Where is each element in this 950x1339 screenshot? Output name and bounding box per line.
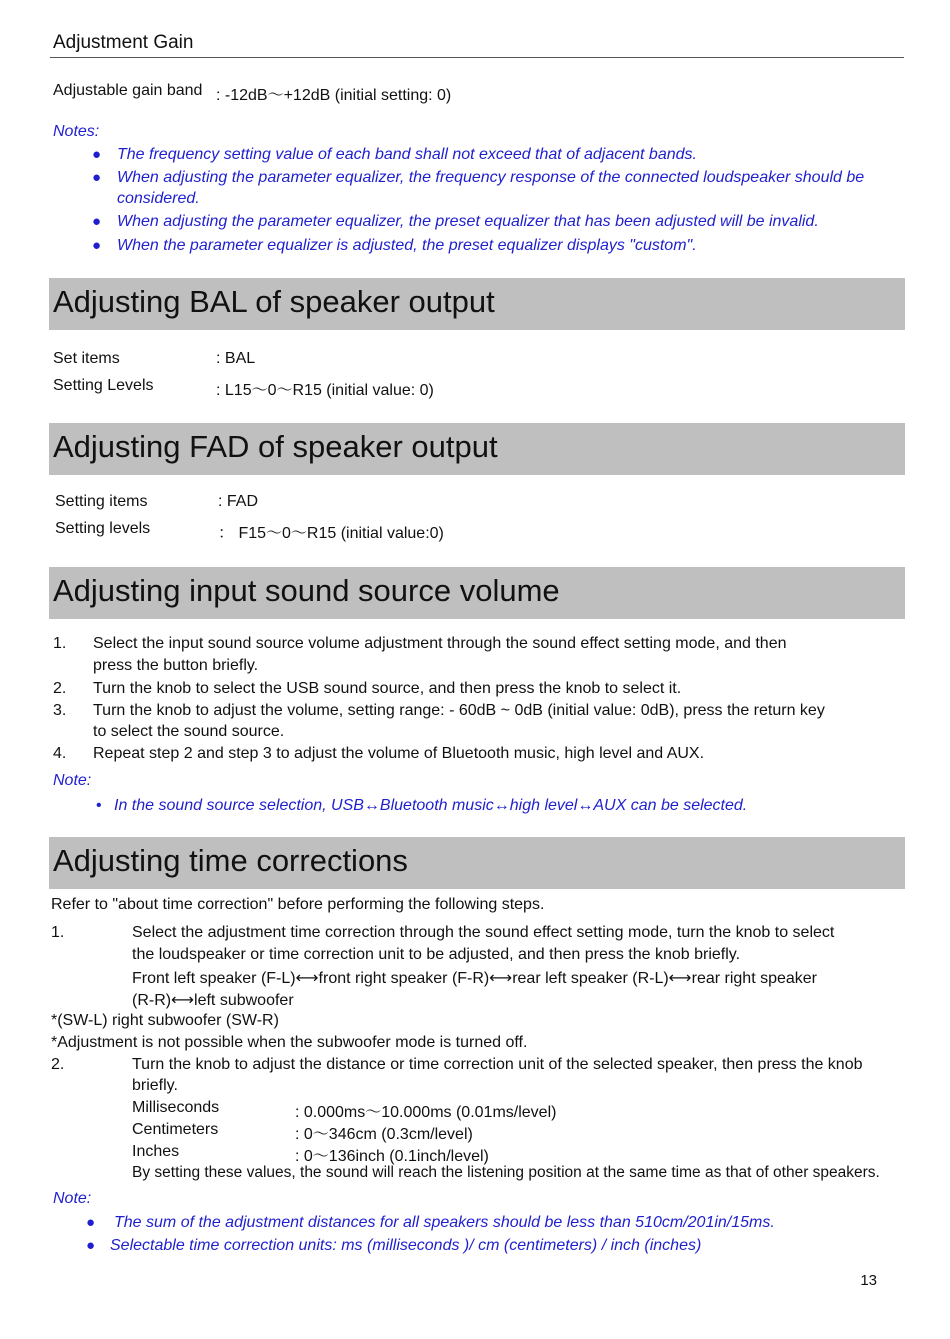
step-text: Front left speaker (F-L)⟷front right speaker (F-R)⟷rear left speaker (R-L)⟷rear right speaker — [132, 970, 818, 987]
step-text: (R-R)⟷left subwoofer — [132, 992, 294, 1009]
fad-row-value: : FAD — [218, 493, 259, 510]
section-heading: Adjusting FAD of speaker output — [53, 429, 498, 464]
note-item: The sum of the adjustment distances for all speakers should be less than 510cm/201in/15ms. — [114, 1214, 775, 1231]
fad-row-value: ： F15～0～R15 (initial value:0) — [218, 525, 444, 542]
note-item: The frequency setting value of each band shall not exceed that of adjacent bands. — [117, 146, 697, 163]
step-number: 1. — [51, 924, 65, 941]
note-item-continuation: considered. — [117, 190, 200, 207]
bullet-icon: ● — [92, 237, 102, 254]
bal-row-label: Setting Levels — [53, 377, 154, 394]
step-text: Turn the knob to adjust the distance or time correction unit of the selected speaker, then press the knob — [132, 1056, 863, 1073]
bullet-icon: • — [96, 797, 102, 814]
section-header-fad — [49, 423, 905, 475]
section-header-bal — [49, 278, 905, 330]
unit-value: : 0.000ms～10.000ms (0.01ms/level) — [295, 1104, 557, 1121]
section-heading: Adjusting BAL of speaker output — [53, 284, 495, 319]
unit-label: Centimeters — [132, 1121, 219, 1138]
bal-row-label: Set items — [53, 350, 120, 367]
section-heading: Adjusting input sound source volume — [53, 573, 560, 608]
unit-value: : 0～346cm (0.3cm/level) — [295, 1126, 473, 1143]
step-text: Turn the knob to adjust the volume, setting range: - 60dB ~ 0dB (initial value: 0dB), press the return key — [93, 702, 825, 719]
step-text: Turn the knob to select the USB sound source, and then press the knob to select it. — [93, 680, 682, 697]
bullet-icon: ● — [92, 213, 102, 230]
step-text: Repeat step 2 and step 3 to adjust the volume of Bluetooth music, high level and AUX. — [93, 745, 705, 762]
note-title: Note: — [53, 1190, 92, 1207]
header-divider — [50, 57, 904, 58]
unit-label: Inches — [132, 1143, 180, 1160]
step-text: the loudspeaker or time correction unit to be adjusted, and then press the knob briefly. — [132, 946, 741, 963]
notes-title: Notes: — [53, 123, 100, 140]
section-header-time — [49, 837, 905, 889]
gain-value: : -12dB～+12dB (initial setting: 0) — [216, 87, 452, 104]
page-number: 13 — [860, 1272, 877, 1289]
step-number: 2. — [53, 680, 67, 697]
step-text: Select the input sound source volume adjustment through the sound effect setting mode, and then — [93, 635, 787, 652]
unit-value: : 0～136inch (0.1inch/level) — [295, 1148, 489, 1165]
section-header-volume — [49, 567, 905, 619]
intro-text: Refer to "about time correction" before performing the following steps. — [51, 896, 545, 913]
bal-row-value: : L15～0～R15 (initial value: 0) — [216, 382, 434, 399]
note-item: When adjusting the parameter equalizer, the frequency response of the connected loudspeaker should be — [117, 169, 865, 186]
step-number: 4. — [53, 745, 67, 762]
fad-row-label: Setting levels — [55, 520, 151, 537]
unit-label: Milliseconds — [132, 1099, 220, 1116]
step-text: Select the adjustment time correction through the sound effect setting mode, turn the knob to select — [132, 924, 835, 941]
bullet-icon: ● — [86, 1214, 96, 1231]
bal-row-value: : BAL — [216, 350, 256, 367]
page-title: Adjustment Gain — [53, 32, 194, 53]
note-item: In the sound source selection, USB↔Bluetooth music↔high level↔AUX can be selected. — [114, 797, 748, 814]
bullet-icon: ● — [92, 146, 102, 163]
bullet-icon: ● — [92, 169, 102, 186]
note-item: When the parameter equalizer is adjusted, the preset equalizer displays "custom". — [117, 237, 697, 254]
subwoofer-note: *(SW-L) right subwoofer (SW-R) — [51, 1012, 279, 1029]
section-heading: Adjusting time corrections — [53, 843, 408, 878]
step-number: 3. — [53, 702, 67, 719]
step-number: 1. — [53, 635, 67, 652]
gain-label: Adjustable gain band — [53, 82, 203, 99]
fad-row-label: Setting items — [55, 493, 148, 510]
step-text: press the button briefly. — [93, 657, 259, 674]
note-item: Selectable time correction units: ms (milliseconds )/ cm (centimeters) / inch (inches) — [110, 1237, 702, 1254]
closing-text: By setting these values, the sound will reach the listening position at the same time as that of other speakers. — [132, 1164, 880, 1181]
note-title: Note: — [53, 772, 92, 789]
step-text: to select the sound source. — [93, 723, 285, 740]
bullet-icon: ● — [86, 1237, 96, 1254]
step-text: briefly. — [132, 1077, 178, 1094]
note-item: When adjusting the parameter equalizer, the preset equalizer that has been adjusted will be invalid. — [117, 213, 819, 230]
subwoofer-note: *Adjustment is not possible when the subwoofer mode is turned off. — [51, 1034, 528, 1051]
step-number: 2. — [51, 1056, 65, 1073]
